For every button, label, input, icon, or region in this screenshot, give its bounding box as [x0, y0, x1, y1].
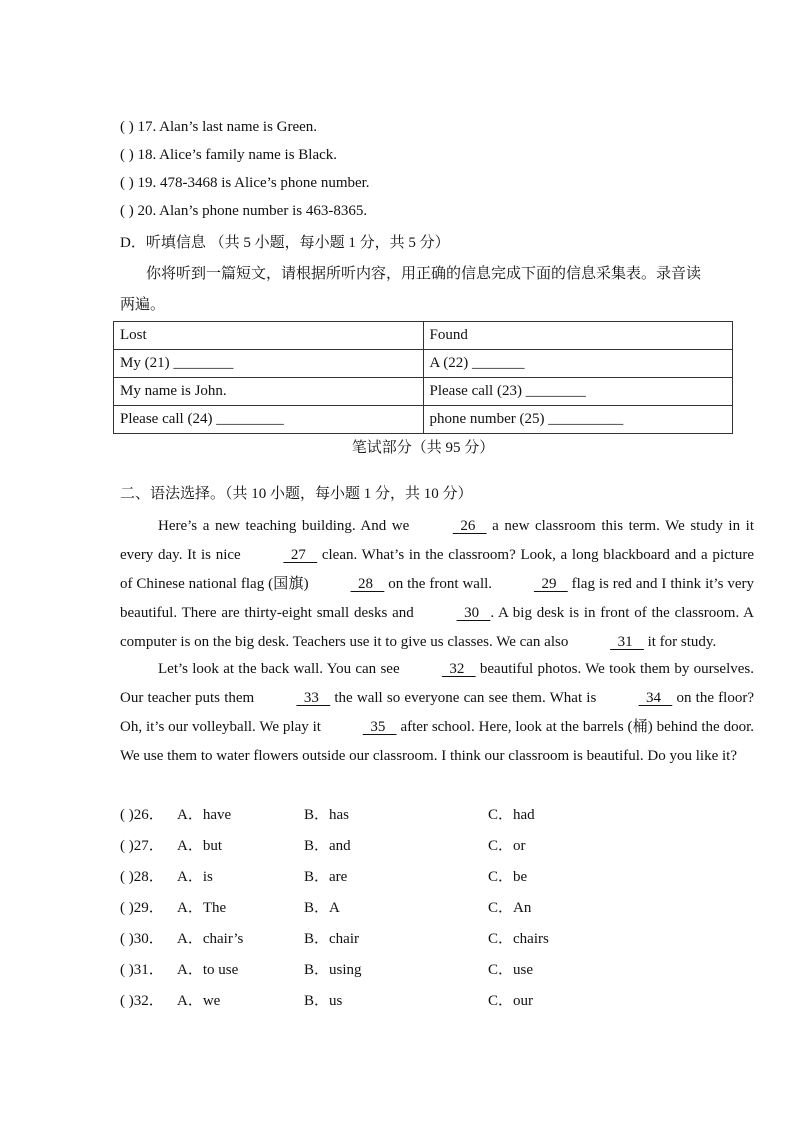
table-row	[114, 322, 733, 350]
written-part-heading: 笔试部分（共 95 分）	[351, 440, 495, 456]
option-a: A．The	[177, 900, 227, 916]
passage-text: on the front wall.	[384, 576, 496, 592]
table-cell: Please call (24) _________	[114, 406, 424, 434]
blank-31: 31	[610, 634, 644, 650]
blank-29: 29	[533, 576, 568, 592]
option-c: C．our	[488, 993, 534, 1009]
option-b: B．has	[304, 807, 350, 823]
passage-text: a new classroom this term. We study in it every day. It is nice	[120, 518, 754, 563]
table-cell: Please call (23) ________	[423, 378, 733, 406]
option-c: C．An	[488, 900, 532, 916]
table-cell: My name is John.	[114, 378, 424, 406]
table-cell: Lost	[114, 322, 424, 350]
passage-text: . A big desk is in front of the classroom. A computer is on the big desk. Teachers use it to give us classes. We can also	[120, 605, 754, 650]
option-a: A．to use	[177, 962, 239, 978]
choice-number: ( )26．	[120, 807, 164, 823]
option-a: A．is	[177, 869, 213, 885]
passage-text: flag is red and I think it’s very beautiful. There are thirty-eight small desks and	[120, 576, 755, 621]
option-b: B．us	[304, 993, 343, 1009]
info-table	[113, 321, 733, 434]
passage-text: Let’s look at the back wall. You can see	[158, 661, 404, 677]
option-c: C．use	[488, 962, 534, 978]
table-row	[114, 406, 733, 434]
option-a: A．have	[177, 807, 232, 823]
section-d-instruction-cont: 两遍。	[120, 297, 166, 313]
passage-text: it for study.	[643, 634, 717, 650]
option-a: A．we	[177, 993, 221, 1009]
passage-text: Here’s a new teaching building. And we	[158, 518, 415, 534]
choice-number: ( )29．	[120, 900, 164, 916]
blank-33: 33	[296, 690, 331, 706]
option-c: C．had	[488, 807, 535, 823]
choice-number: ( )30．	[120, 931, 164, 947]
option-b: B．and	[304, 838, 351, 854]
tf-item-18	[120, 147, 337, 164]
blank-30: 30	[456, 605, 491, 621]
question-text: 20. Alan’s phone number is 463-8365.	[137, 203, 368, 219]
option-b: B．using	[304, 962, 362, 978]
option-c: C．be	[488, 869, 528, 885]
tf-item-17	[120, 119, 317, 136]
blank-35: 35	[362, 719, 397, 735]
passage-text: beautiful photos. We took them by ourselves. Our teacher puts them	[120, 661, 754, 706]
question-text: 18. Alice’s family name is Black.	[137, 147, 338, 163]
passage-paragraph-1	[120, 512, 754, 657]
passage-text: the wall so everyone can see them. What is	[330, 690, 601, 706]
section-2-title: 二、语法选择。（共 10 小题，每小题 1 分，共 10 分）	[120, 486, 473, 502]
blank-27: 27	[283, 547, 318, 563]
option-a: A．chair’s	[177, 931, 244, 947]
passage-paragraph-2	[120, 655, 754, 771]
passage-text: after school. Here, look at the barrels (桶) behind the door. We use them to water flowers outside our classroom. I think our classroom is beautiful. Do you like it?	[120, 719, 754, 764]
choice-number: ( )27．	[120, 838, 164, 854]
blank-26: 26	[452, 518, 487, 534]
answer-bracket: ( )	[120, 175, 134, 191]
table-row	[114, 350, 733, 378]
answer-bracket: ( )	[120, 203, 134, 219]
table-row	[114, 378, 733, 406]
question-text: 19. 478-3468 is Alice’s phone number.	[137, 175, 370, 191]
section-d-title: D．听填信息 （共 5 小题，每小题 1 分，共 5 分）	[120, 235, 450, 251]
answer-bracket: ( )	[120, 147, 134, 163]
option-b: B．A	[304, 900, 340, 916]
option-b: B．are	[304, 869, 348, 885]
passage-text: clean. What’s in the classroom? Look, a long blackboard and a picture of Chinese national flag (国旗)	[120, 547, 754, 592]
section-d-instruction: 你将听到一篇短文，请根据所听内容，用正确的信息完成下面的信息采集表。录音读	[146, 266, 702, 282]
option-c: C．chairs	[488, 931, 549, 947]
table-cell: A (22) _______	[423, 350, 733, 378]
tf-item-19	[120, 175, 370, 192]
blank-28: 28	[350, 576, 385, 592]
choice-number: ( )32．	[120, 993, 164, 1009]
answer-bracket: ( )	[120, 119, 134, 135]
table-cell: My (21) ________	[114, 350, 424, 378]
option-b: B．chair	[304, 931, 359, 947]
blank-32: 32	[441, 661, 476, 677]
table-cell: Found	[423, 322, 733, 350]
passage-text: on the floor? Oh, it’s our volleyball. We play it	[120, 690, 754, 735]
question-text: 17. Alan’s last name is Green.	[137, 119, 318, 135]
blank-34: 34	[638, 690, 673, 706]
option-c: C．or	[488, 838, 526, 854]
table-cell: phone number (25) __________	[423, 406, 733, 434]
choice-number: ( )31．	[120, 962, 164, 978]
tf-item-20	[120, 203, 367, 220]
choice-number: ( )28．	[120, 869, 164, 885]
option-a: A．but	[177, 838, 223, 854]
